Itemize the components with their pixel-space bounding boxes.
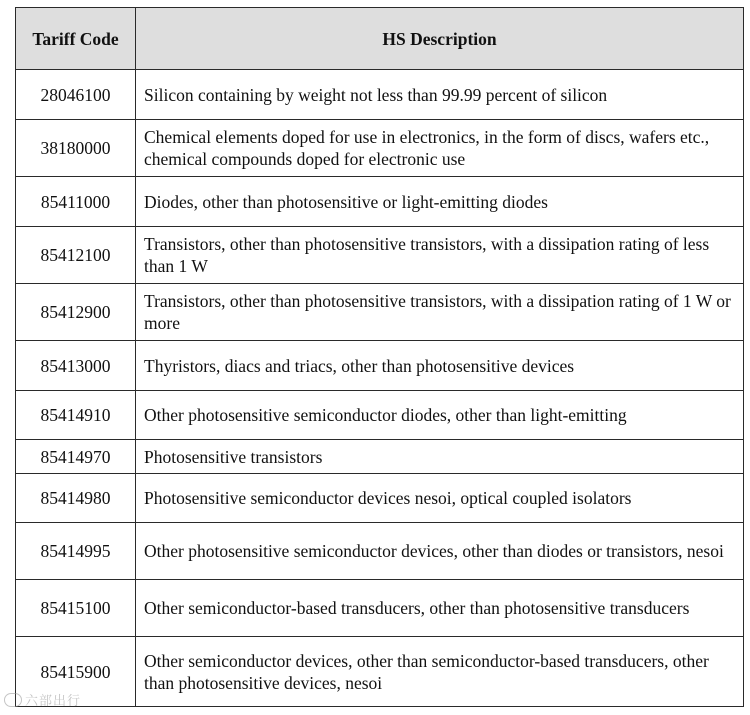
table-row	[16, 440, 744, 474]
tariff-code-cell: 38180000	[16, 120, 136, 177]
tariff-code-cell: 85414970	[16, 440, 136, 474]
description-cell: Photosensitive transistors	[136, 440, 744, 474]
header-tariff-code-label: Tariff Code	[32, 28, 119, 49]
tariff-code-cell: 85411000	[16, 177, 136, 227]
tariff-code-cell: 85413000	[16, 341, 136, 391]
description-cell: Transistors, other than photosensitive transistors, with a dissipation rating of less than 1 W	[136, 227, 744, 284]
description-cell: Diodes, other than photosensitive or light-emitting diodes	[136, 177, 744, 227]
watermark-logo-icon	[4, 693, 22, 707]
table-row	[16, 120, 744, 177]
tariff-code-cell: 85412100	[16, 227, 136, 284]
description-cell: Thyristors, diacs and triacs, other than photosensitive devices	[136, 341, 744, 391]
table-row	[16, 474, 744, 523]
tariff-code-cell: 85414910	[16, 391, 136, 440]
description-cell: Chemical elements doped for use in electronics, in the form of discs, wafers etc., chemical compounds doped for electronic use	[136, 120, 744, 177]
description-cell: Transistors, other than photosensitive transistors, with a dissipation rating of 1 W or more	[136, 284, 744, 341]
tariff-code-cell: 85412900	[16, 284, 136, 341]
header-hs-description	[136, 8, 744, 70]
table-row	[16, 70, 744, 120]
table-row	[16, 523, 744, 580]
tariff-table	[15, 7, 744, 707]
tariff-code-cell: 85415900	[16, 637, 136, 707]
description-cell: Other semiconductor-based transducers, other than photosensitive transducers	[136, 580, 744, 637]
tariff-code-cell: 28046100	[16, 70, 136, 120]
table-row	[16, 637, 744, 707]
table-row	[16, 580, 744, 637]
table-row	[16, 177, 744, 227]
watermark	[4, 690, 81, 709]
watermark-text: 六部出行	[25, 694, 82, 709]
table-row	[16, 227, 744, 284]
tariff-code-cell: 85414980	[16, 474, 136, 523]
table-row	[16, 284, 744, 341]
table-row	[16, 341, 744, 391]
table-header-row	[16, 8, 744, 70]
description-cell: Other photosensitive semiconductor diodes, other than light-emitting	[136, 391, 744, 440]
header-hs-description-label: HS Description	[382, 28, 497, 49]
tariff-code-cell: 85414995	[16, 523, 136, 580]
description-cell: Silicon containing by weight not less than 99.99 percent of silicon	[136, 70, 744, 120]
description-cell: Photosensitive semiconductor devices nesoi, optical coupled isolators	[136, 474, 744, 523]
tariff-code-cell: 85415100	[16, 580, 136, 637]
table-row	[16, 391, 744, 440]
header-tariff-code	[16, 8, 136, 70]
description-cell: Other photosensitive semiconductor devices, other than diodes or transistors, nesoi	[136, 523, 744, 580]
description-cell: Other semiconductor devices, other than semiconductor-based transducers, other than photosensitive devices, nesoi	[136, 637, 744, 707]
